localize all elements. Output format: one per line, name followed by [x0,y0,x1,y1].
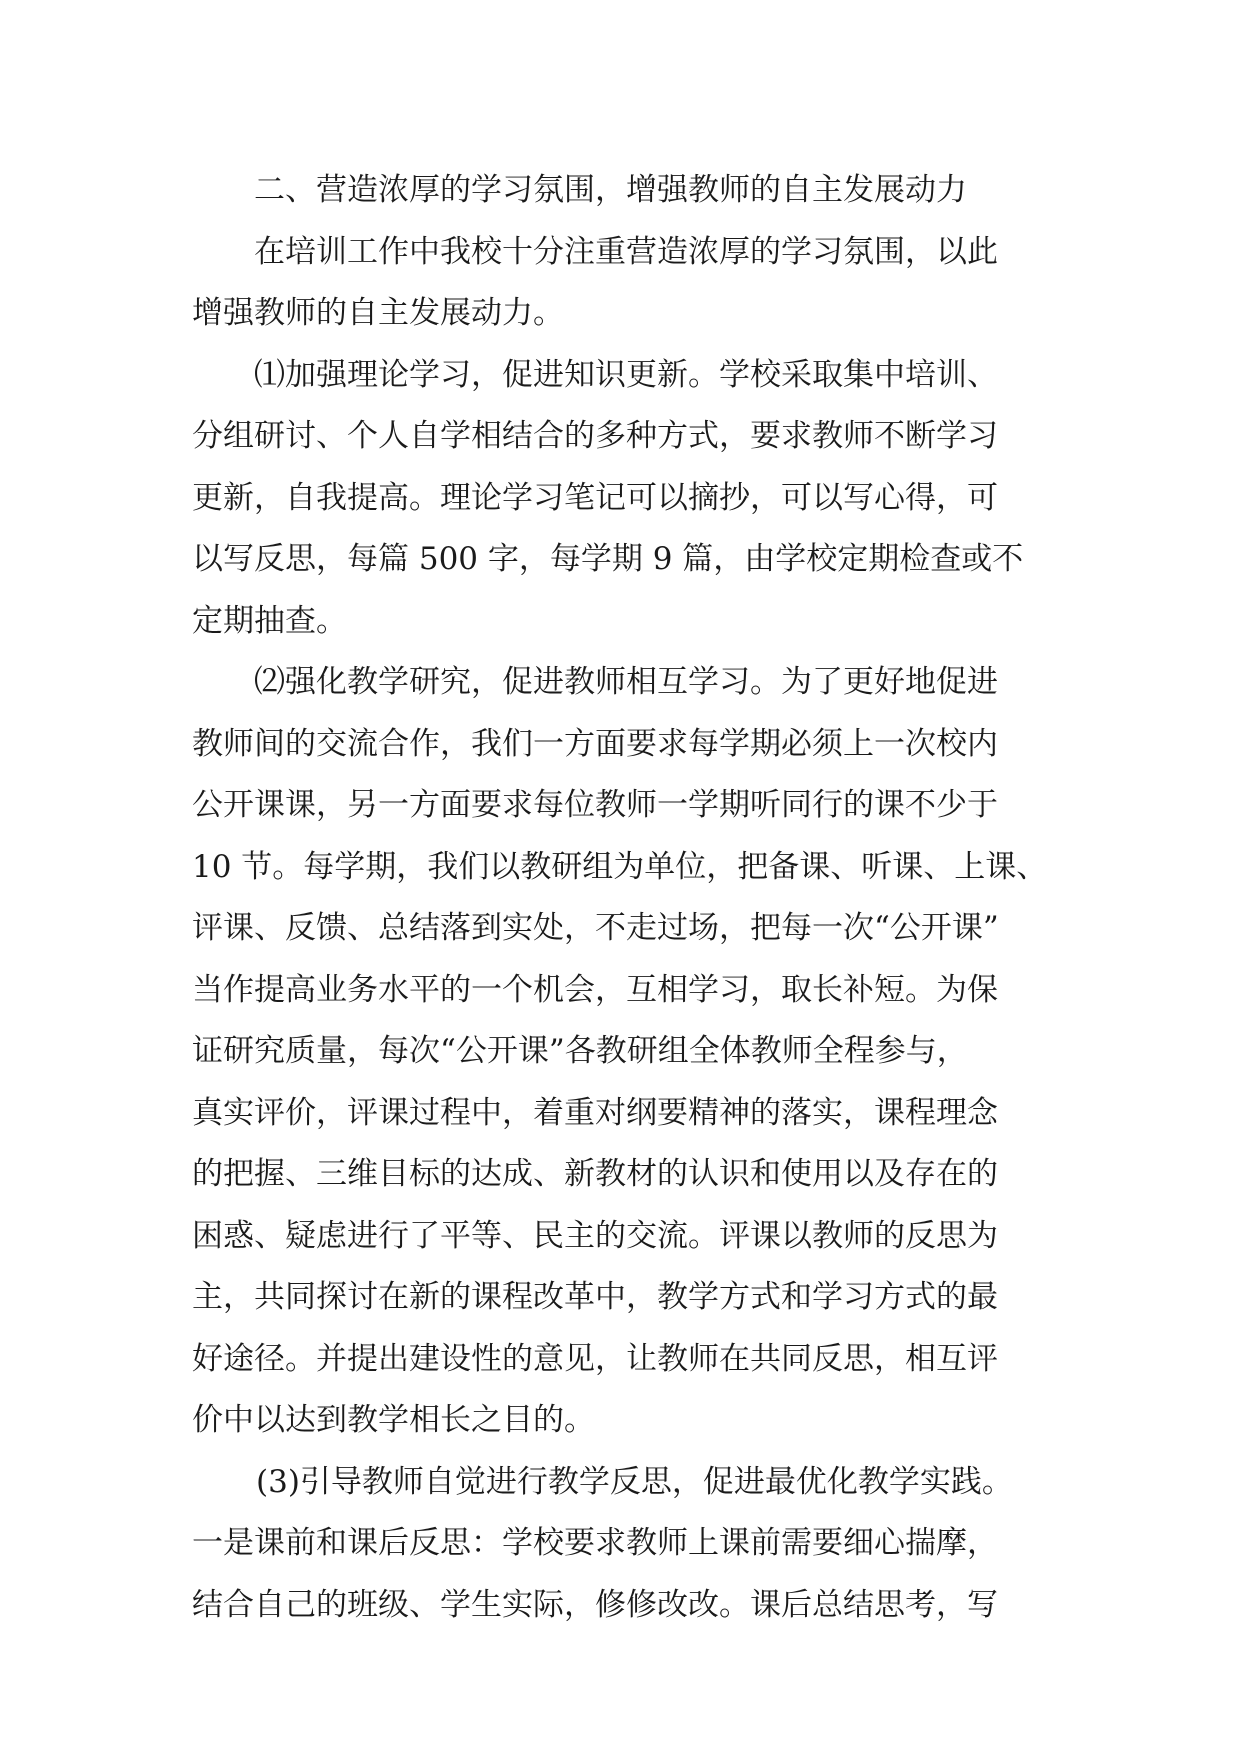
document-body [192,160,1072,1636]
paragraph-line: 更新，自我提高。理论学习笔记可以摘抄，可以写心得，可 [192,479,998,516]
paragraph-line: 的把握、三维目标的达成、新教材的认识和使用以及存在的 [192,1156,998,1192]
paragraph-line: 困惑、疑虑进行了平等、民主的交流。评课以教师的反思为 [192,1217,998,1254]
paragraph-line: 好途径。并提出建设性的意见，让教师在共同反思，相互评 [192,1340,998,1377]
paragraph-line: 当作提高业务水平的一个机会，互相学习，取长补短。为保 [192,971,998,1008]
section-heading: 二、营造浓厚的学习氛围，增强教师的自主发展动力 [254,172,967,208]
paragraph-line: 一是课前和课后反思：学校要求教师上课前需要细心揣摩， [192,1525,998,1561]
paragraph-line: 评课、反馈、总结落到实处，不走过场，把每一次“公开课” [192,910,999,946]
paragraph-line: (3)引导教师自觉进行教学反思，促进最优化教学实践。 [256,1463,1013,1500]
paragraph-line: 10 节。每学期，我们以教研组为单位，把备课、听课、上课、 [192,848,1048,885]
paragraph-line: 定期抽查。 [192,602,347,639]
paragraph-line: 主，共同探讨在新的课程改革中，教学方式和学习方式的最 [192,1279,998,1315]
paragraph-line: ⑵强化教学研究，促进教师相互学习。为了更好地促进 [254,664,998,700]
paragraph-line: 价中以达到教学相长之目的。 [192,1402,595,1438]
paragraph-line: 分组研讨、个人自学相结合的多种方式，要求教师不断学习 [192,418,998,454]
paragraph-line: 证研究质量，每次“公开课”各教研组全体教师全程参与， [192,1033,968,1069]
paragraph-line: 增强教师的自主发展动力。 [192,295,564,331]
paragraph-line: 结合自己的班级、学生实际，修修改改。课后总结思考，写 [192,1586,998,1623]
paragraph-line: 真实评价，评课过程中，着重对纲要精神的落实，课程理念 [192,1094,998,1131]
paragraph-line: 以写反思，每篇 500 字，每学期 9 篇，由学校定期检查或不 [192,541,1024,577]
paragraph-line: 教师间的交流合作，我们一方面要求每学期必须上一次校内 [192,725,998,762]
paragraph-line: 在培训工作中我校十分注重营造浓厚的学习氛围，以此 [254,233,998,270]
paragraph-line: ⑴加强理论学习，促进知识更新。学校采取集中培训、 [254,356,998,393]
paragraph-line: 公开课课，另一方面要求每位教师一学期听同行的课不少于 [192,787,998,823]
